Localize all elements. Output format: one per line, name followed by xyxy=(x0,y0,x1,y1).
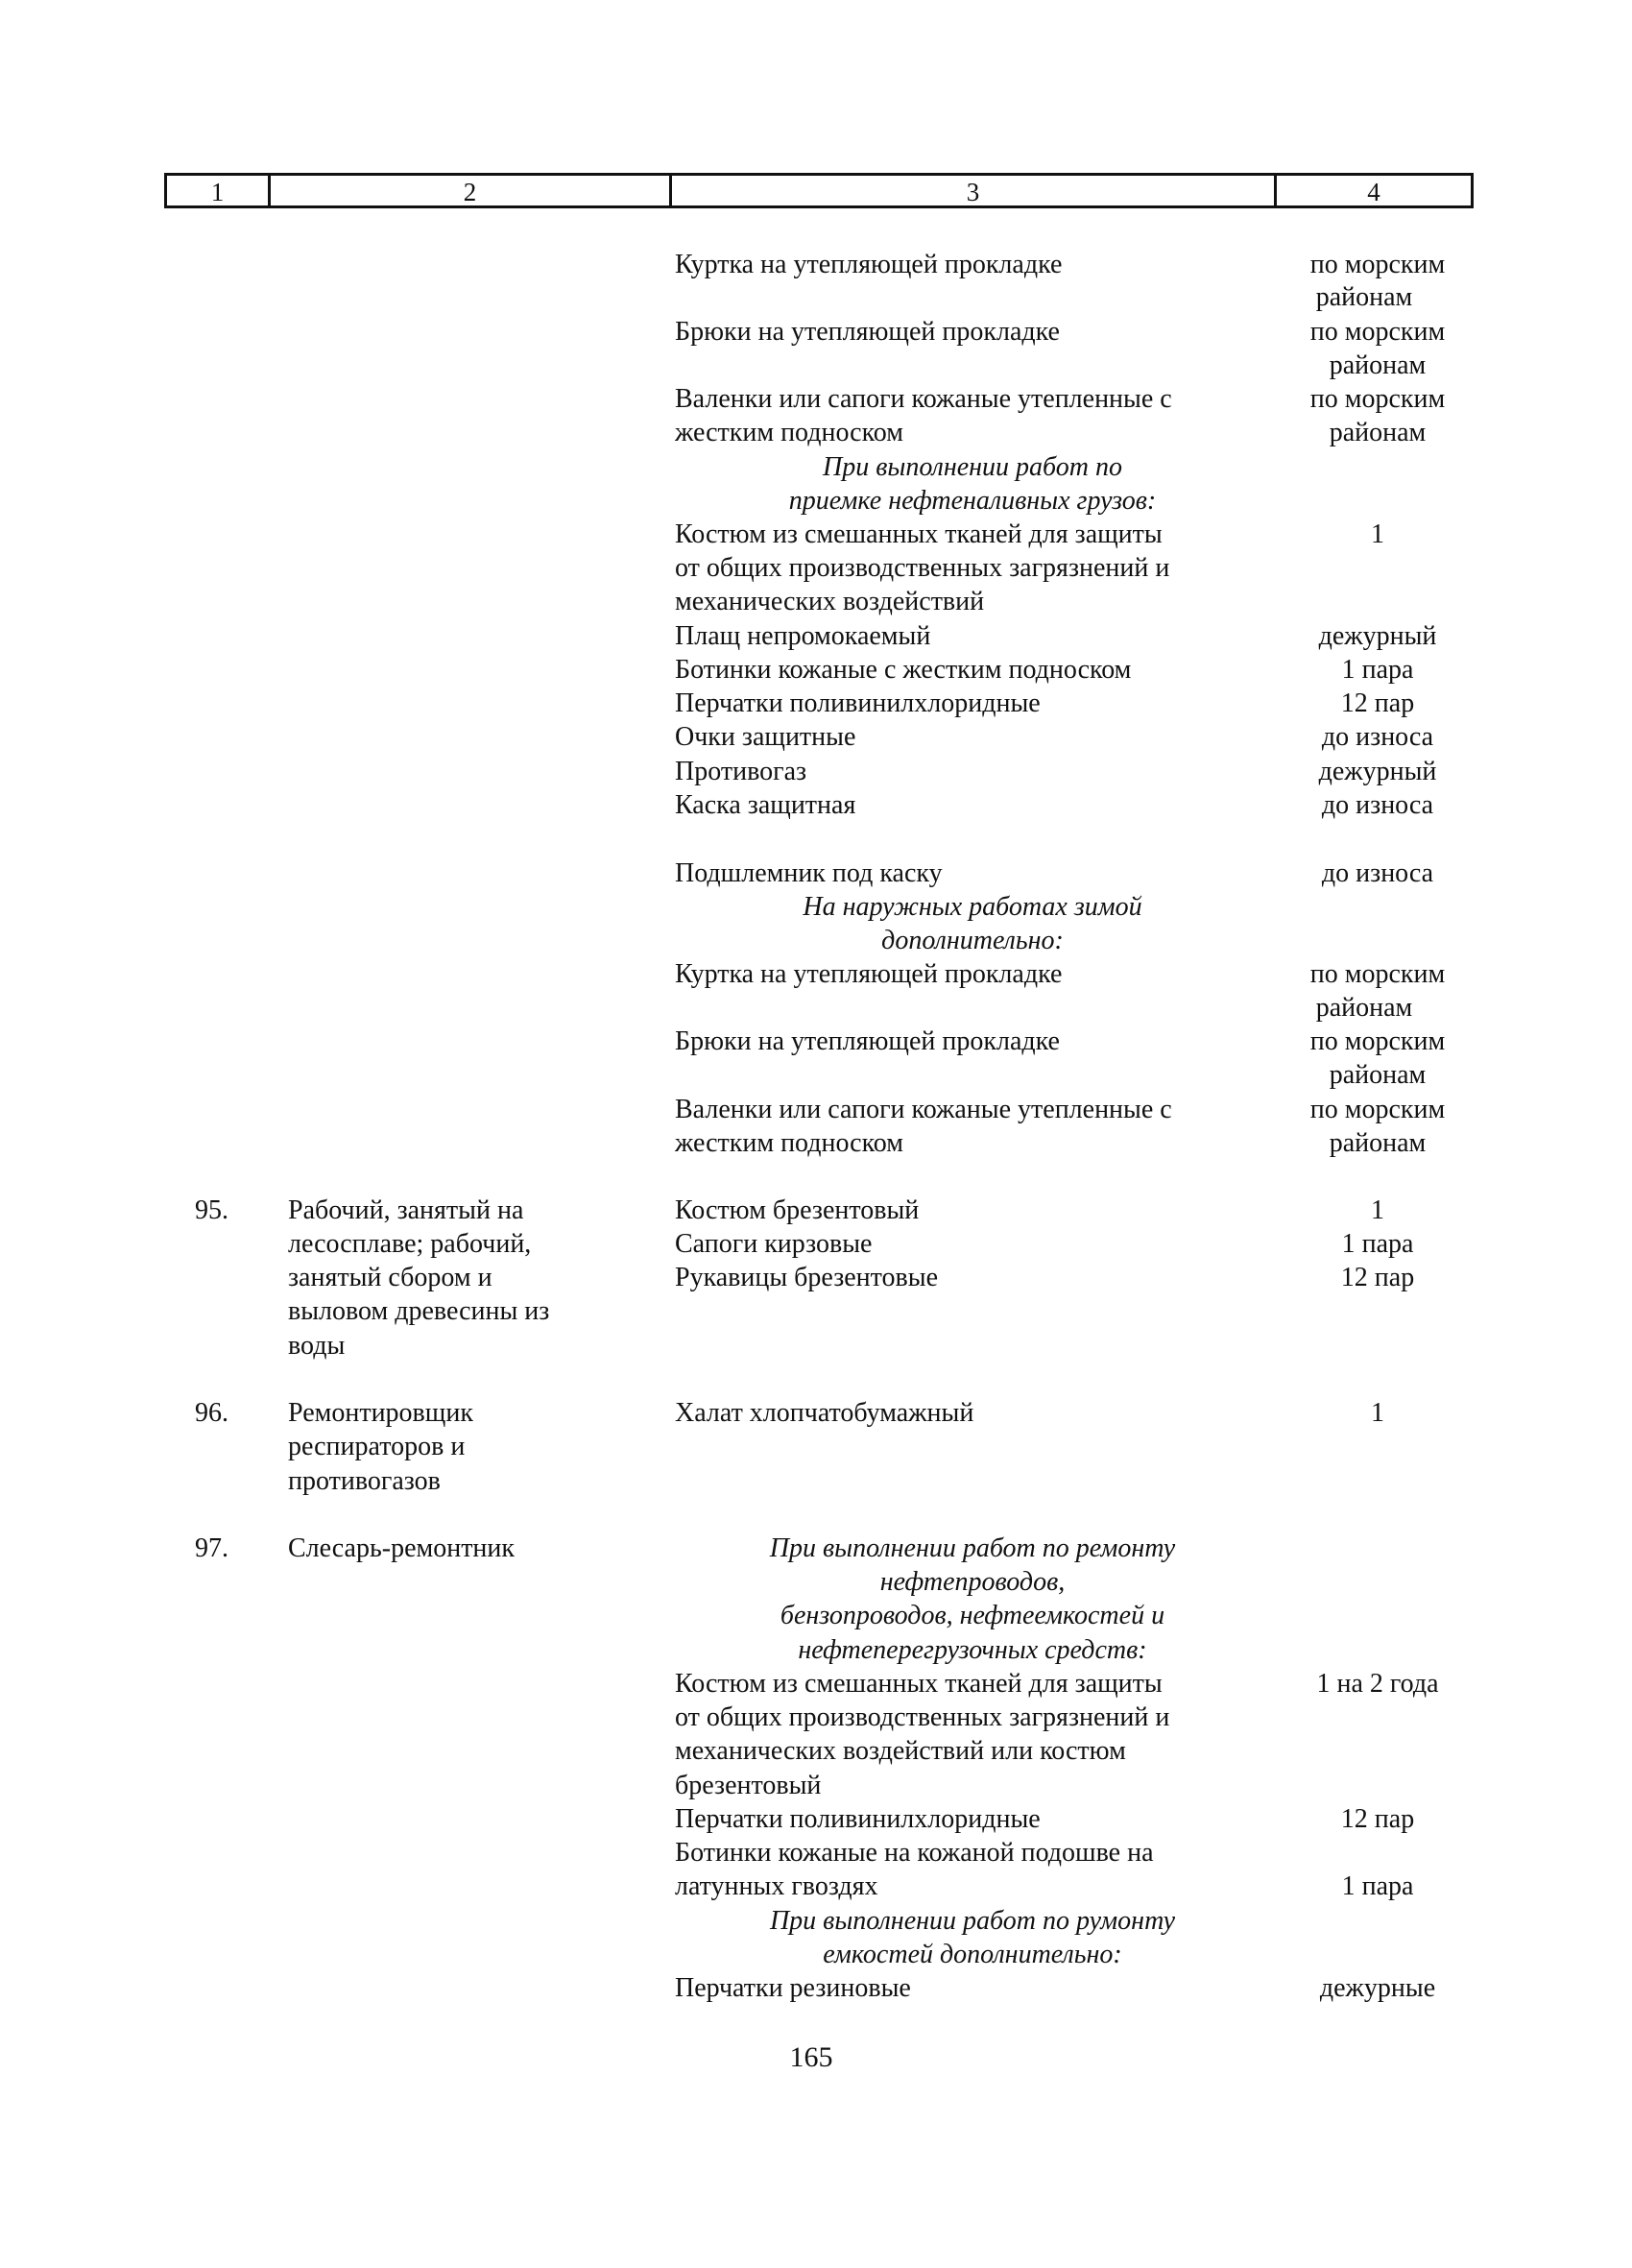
norm-text: до износа xyxy=(1321,722,1434,752)
section-heading: дополнительно: xyxy=(881,926,1064,955)
norm-text: до износа xyxy=(1321,790,1434,820)
norm-text: районам xyxy=(1329,1128,1427,1158)
item-text: Перчатки поливинилхлоридные xyxy=(675,1804,1041,1834)
header-col-3: 3 xyxy=(672,176,1277,205)
item-text: Рукавицы брезентовые xyxy=(675,1263,938,1292)
row-number: 96. xyxy=(195,1398,228,1428)
profession-text: респираторов и xyxy=(288,1432,466,1461)
row-number: 97. xyxy=(195,1533,228,1563)
norm-text: по морским xyxy=(1309,1095,1446,1124)
item-text: жестким подноском xyxy=(675,1128,903,1158)
item-text: брезентовый xyxy=(675,1771,822,1800)
section-heading: При выполнении работ по xyxy=(823,452,1122,482)
header-col-1: 1 xyxy=(167,176,271,205)
norm-text: 1 пара xyxy=(1341,1871,1414,1901)
section-heading: При выполнении работ по румонту xyxy=(769,1906,1176,1936)
section-heading: нефтеперегрузочных средств: xyxy=(798,1635,1147,1665)
item-text: механических воздействий или костюм xyxy=(675,1736,1126,1766)
norm-text: дежурные xyxy=(1319,1973,1436,2003)
norm-text: 1 xyxy=(1371,519,1384,549)
norm-text: дежурный xyxy=(1318,757,1437,786)
item-text: латунных гвоздях xyxy=(675,1871,878,1901)
item-text: Валенки или сапоги кожаные утепленные с xyxy=(675,1095,1172,1124)
norm-text: районам xyxy=(1329,418,1427,447)
norm-text: 1 пара xyxy=(1341,655,1414,685)
norm-text: 12 пар xyxy=(1340,688,1415,718)
item-text: Костюм брезентовый xyxy=(675,1195,920,1225)
item-text: Брюки на утепляющей прокладке xyxy=(675,1026,1060,1056)
profession-text: противогазов xyxy=(288,1466,441,1496)
item-text: Валенки или сапоги кожаные утепленные с xyxy=(675,384,1172,414)
profession-text: воды xyxy=(288,1331,346,1361)
section-heading: На наружных работах зимой xyxy=(803,892,1142,922)
item-text: Ботинки кожаные с жестким подноском xyxy=(675,655,1132,685)
table-header xyxy=(164,173,1474,208)
section-heading: При выполнении работ по ремонту xyxy=(769,1533,1176,1563)
item-text: жестким подноском xyxy=(675,418,903,447)
norm-text: дежурный xyxy=(1318,621,1437,651)
norm-text: 1 на 2 года xyxy=(1316,1669,1439,1699)
norm-text: районам xyxy=(1329,350,1427,380)
norm-text: районам xyxy=(1315,282,1413,312)
item-text: механических воздействий xyxy=(675,587,985,616)
profession-text: занятый сбором и xyxy=(288,1263,492,1292)
profession-text: Ремонтировщик xyxy=(288,1398,473,1428)
norm-text: до износа xyxy=(1321,858,1434,888)
item-text: Куртка на утепляющей прокладке xyxy=(675,959,1063,989)
profession-text: Рабочий, занятый на xyxy=(288,1195,524,1225)
item-text: Сапоги кирзовые xyxy=(675,1229,873,1259)
item-text: от общих производственных загрязнений и xyxy=(675,553,1170,583)
norm-text: 12 пар xyxy=(1340,1263,1415,1292)
norm-text: районам xyxy=(1315,993,1413,1023)
header-col-4: 4 xyxy=(1367,178,1380,206)
page-number: 165 xyxy=(789,2041,833,2073)
section-heading: приемке нефтеналивных грузов: xyxy=(788,486,1157,516)
norm-text: 1 xyxy=(1371,1398,1384,1428)
item-text: Плащ непромокаемый xyxy=(675,621,931,651)
norm-text: по морским xyxy=(1309,384,1446,414)
item-text: Каска защитная xyxy=(675,790,856,820)
item-text: Костюм из смешанных тканей для защиты xyxy=(675,1669,1163,1699)
item-text: Костюм из смешанных тканей для защиты xyxy=(675,519,1163,549)
item-text: Перчатки резиновые xyxy=(675,1973,911,2003)
item-text: Халат хлопчатобумажный xyxy=(675,1398,974,1428)
profession-text: Слесарь-ремонтник xyxy=(288,1533,516,1563)
norm-text: по морским xyxy=(1309,959,1446,989)
norm-text: районам xyxy=(1329,1060,1427,1090)
item-text: от общих производственных загрязнений и xyxy=(675,1702,1170,1732)
norm-text: 1 пара xyxy=(1341,1229,1414,1259)
section-heading: емкостей дополнительно: xyxy=(823,1940,1122,1969)
item-text: Очки защитные xyxy=(675,722,856,752)
item-text: Брюки на утепляющей прокладке xyxy=(675,317,1060,347)
item-text: Перчатки поливинилхлоридные xyxy=(675,688,1041,718)
norm-text: по морским xyxy=(1309,1026,1446,1056)
row-number: 95. xyxy=(195,1195,228,1225)
item-text: Противогаз xyxy=(675,757,807,786)
norm-text: 12 пар xyxy=(1340,1804,1415,1834)
section-heading: бензопроводов, нефтеемкостей и xyxy=(780,1601,1165,1630)
section-heading: нефтепроводов, xyxy=(879,1567,1066,1597)
header-col-2: 2 xyxy=(271,176,672,205)
item-text: Куртка на утепляющей прокладке xyxy=(675,250,1063,279)
profession-text: лесосплаве; рабочий, xyxy=(288,1229,532,1259)
item-text: Подшлемник под каску xyxy=(675,858,943,888)
norm-text: по морским xyxy=(1309,317,1446,347)
profession-text: выловом древесины из xyxy=(288,1296,550,1326)
norm-text: 1 xyxy=(1371,1195,1384,1225)
item-text: Ботинки кожаные на кожаной подошве на xyxy=(675,1838,1154,1868)
norm-text: по морским xyxy=(1309,250,1446,279)
